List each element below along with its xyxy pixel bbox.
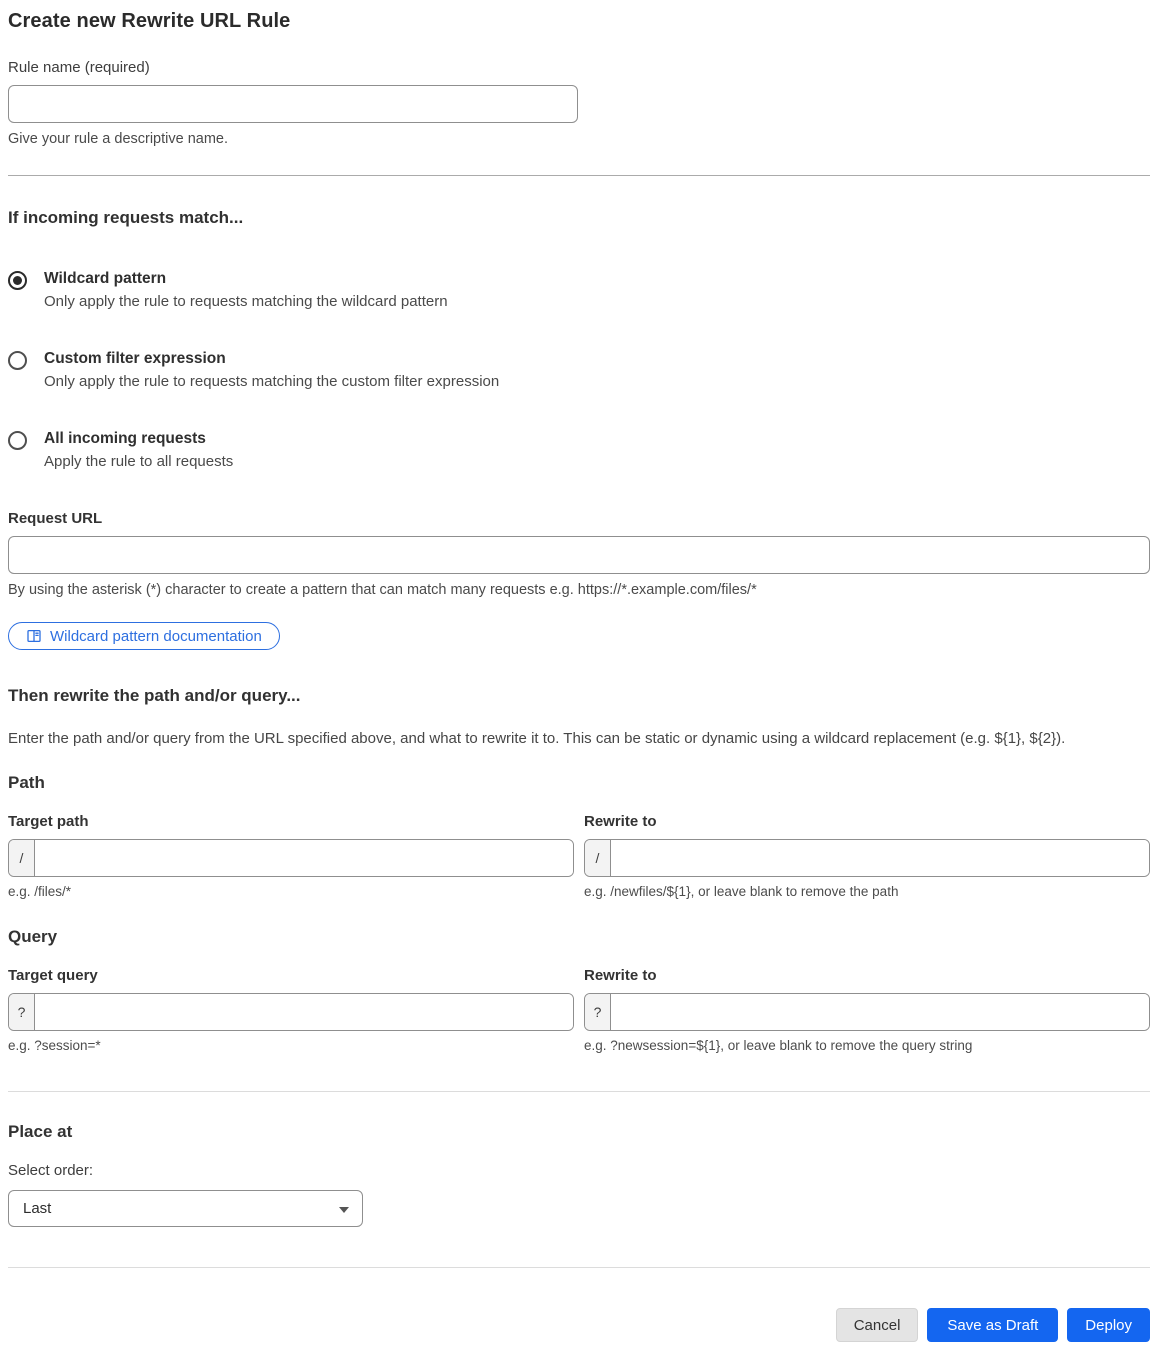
deploy-button[interactable]: Deploy bbox=[1067, 1308, 1150, 1342]
rule-name-label: Rule name (required) bbox=[8, 59, 150, 76]
target-query-input[interactable] bbox=[35, 994, 573, 1030]
rule-name-helper: Give your rule a descriptive name. bbox=[8, 131, 229, 147]
rewrite-section-heading: Then rewrite the path and/or query... bbox=[8, 686, 301, 705]
rule-name-field bbox=[8, 59, 1150, 147]
wildcard-documentation-label: Wildcard pattern documentation bbox=[50, 627, 262, 645]
radio-option-label: Wildcard pattern bbox=[44, 270, 167, 287]
wildcard-documentation-button[interactable] bbox=[8, 622, 280, 650]
target-path-field bbox=[8, 813, 574, 899]
select-order-label: Select order: bbox=[8, 1162, 94, 1179]
target-path-input[interactable] bbox=[35, 840, 573, 876]
page-title: Create new Rewrite URL Rule bbox=[8, 10, 291, 32]
query-heading: Query bbox=[8, 927, 58, 946]
rewrite-section-description: Enter the path and/or query from the URL specified above, and what to rewrite it to. This can be static or dynamic using a wildcard replacement (e.g. ${1}, ${2}). bbox=[8, 730, 1066, 747]
request-url-helper: By using the asterisk (*) character to create a pattern that can match many requests e.g. https://*.example.com/files/* bbox=[8, 582, 757, 598]
target-query-field bbox=[8, 967, 574, 1053]
divider bbox=[8, 1091, 1150, 1092]
rewrite-query-helper: e.g. ?newsession=${1}, or leave blank to remove the query string bbox=[584, 1038, 973, 1053]
rewrite-query-input[interactable] bbox=[611, 994, 1149, 1030]
order-select-value: Last bbox=[23, 1200, 52, 1217]
target-path-helper: e.g. /files/* bbox=[8, 884, 72, 899]
radio-option-description: Apply the rule to all requests bbox=[44, 453, 234, 470]
target-path-label: Target path bbox=[8, 813, 89, 830]
radio-option-description: Only apply the rule to requests matching the wildcard pattern bbox=[44, 293, 448, 310]
rewrite-path-field bbox=[584, 813, 1150, 899]
create-rewrite-url-rule-form bbox=[0, 10, 1158, 1356]
request-url-label: Request URL bbox=[8, 510, 103, 527]
target-query-label: Target query bbox=[8, 967, 98, 984]
path-fields-row bbox=[8, 813, 1150, 899]
radio-button[interactable] bbox=[8, 351, 27, 370]
rewrite-query-field bbox=[584, 967, 1150, 1053]
radio-button[interactable] bbox=[8, 271, 27, 290]
footer-actions bbox=[8, 1308, 1150, 1342]
match-section-heading: If incoming requests match... bbox=[8, 208, 244, 227]
radio-option-label: Custom filter expression bbox=[44, 350, 226, 367]
radio-option-wildcard-pattern bbox=[8, 270, 1150, 310]
order-select[interactable] bbox=[8, 1190, 363, 1227]
path-heading: Path bbox=[8, 773, 45, 792]
request-url-input[interactable] bbox=[8, 536, 1150, 574]
radio-button[interactable] bbox=[8, 431, 27, 450]
radio-option-description: Only apply the rule to requests matching the custom filter expression bbox=[44, 373, 500, 390]
radio-option-label: All incoming requests bbox=[44, 430, 206, 447]
match-radio-group bbox=[8, 270, 1150, 470]
radio-option-all-incoming-requests bbox=[8, 430, 1150, 470]
path-prefix: / bbox=[9, 840, 35, 876]
target-query-helper: e.g. ?session=* bbox=[8, 1038, 101, 1053]
query-prefix: ? bbox=[585, 994, 611, 1030]
save-as-draft-button[interactable]: Save as Draft bbox=[927, 1308, 1058, 1342]
divider bbox=[8, 1267, 1150, 1268]
path-prefix: / bbox=[585, 840, 611, 876]
rewrite-path-input[interactable] bbox=[611, 840, 1149, 876]
place-at-section bbox=[8, 1122, 1150, 1227]
rule-name-input[interactable] bbox=[8, 85, 578, 123]
rewrite-query-label: Rewrite to bbox=[584, 967, 657, 984]
chevron-down-icon bbox=[339, 1207, 349, 1213]
query-fields-row bbox=[8, 967, 1150, 1053]
request-url-field bbox=[8, 510, 1150, 650]
place-at-heading: Place at bbox=[8, 1122, 73, 1141]
divider bbox=[8, 175, 1150, 176]
rewrite-path-helper: e.g. /newfiles/${1}, or leave blank to remove the path bbox=[584, 884, 899, 899]
cancel-button[interactable]: Cancel bbox=[836, 1308, 919, 1342]
radio-option-custom-filter-expression bbox=[8, 350, 1150, 390]
rewrite-path-label: Rewrite to bbox=[584, 813, 657, 830]
query-prefix: ? bbox=[9, 994, 35, 1030]
open-book-icon bbox=[26, 628, 42, 644]
